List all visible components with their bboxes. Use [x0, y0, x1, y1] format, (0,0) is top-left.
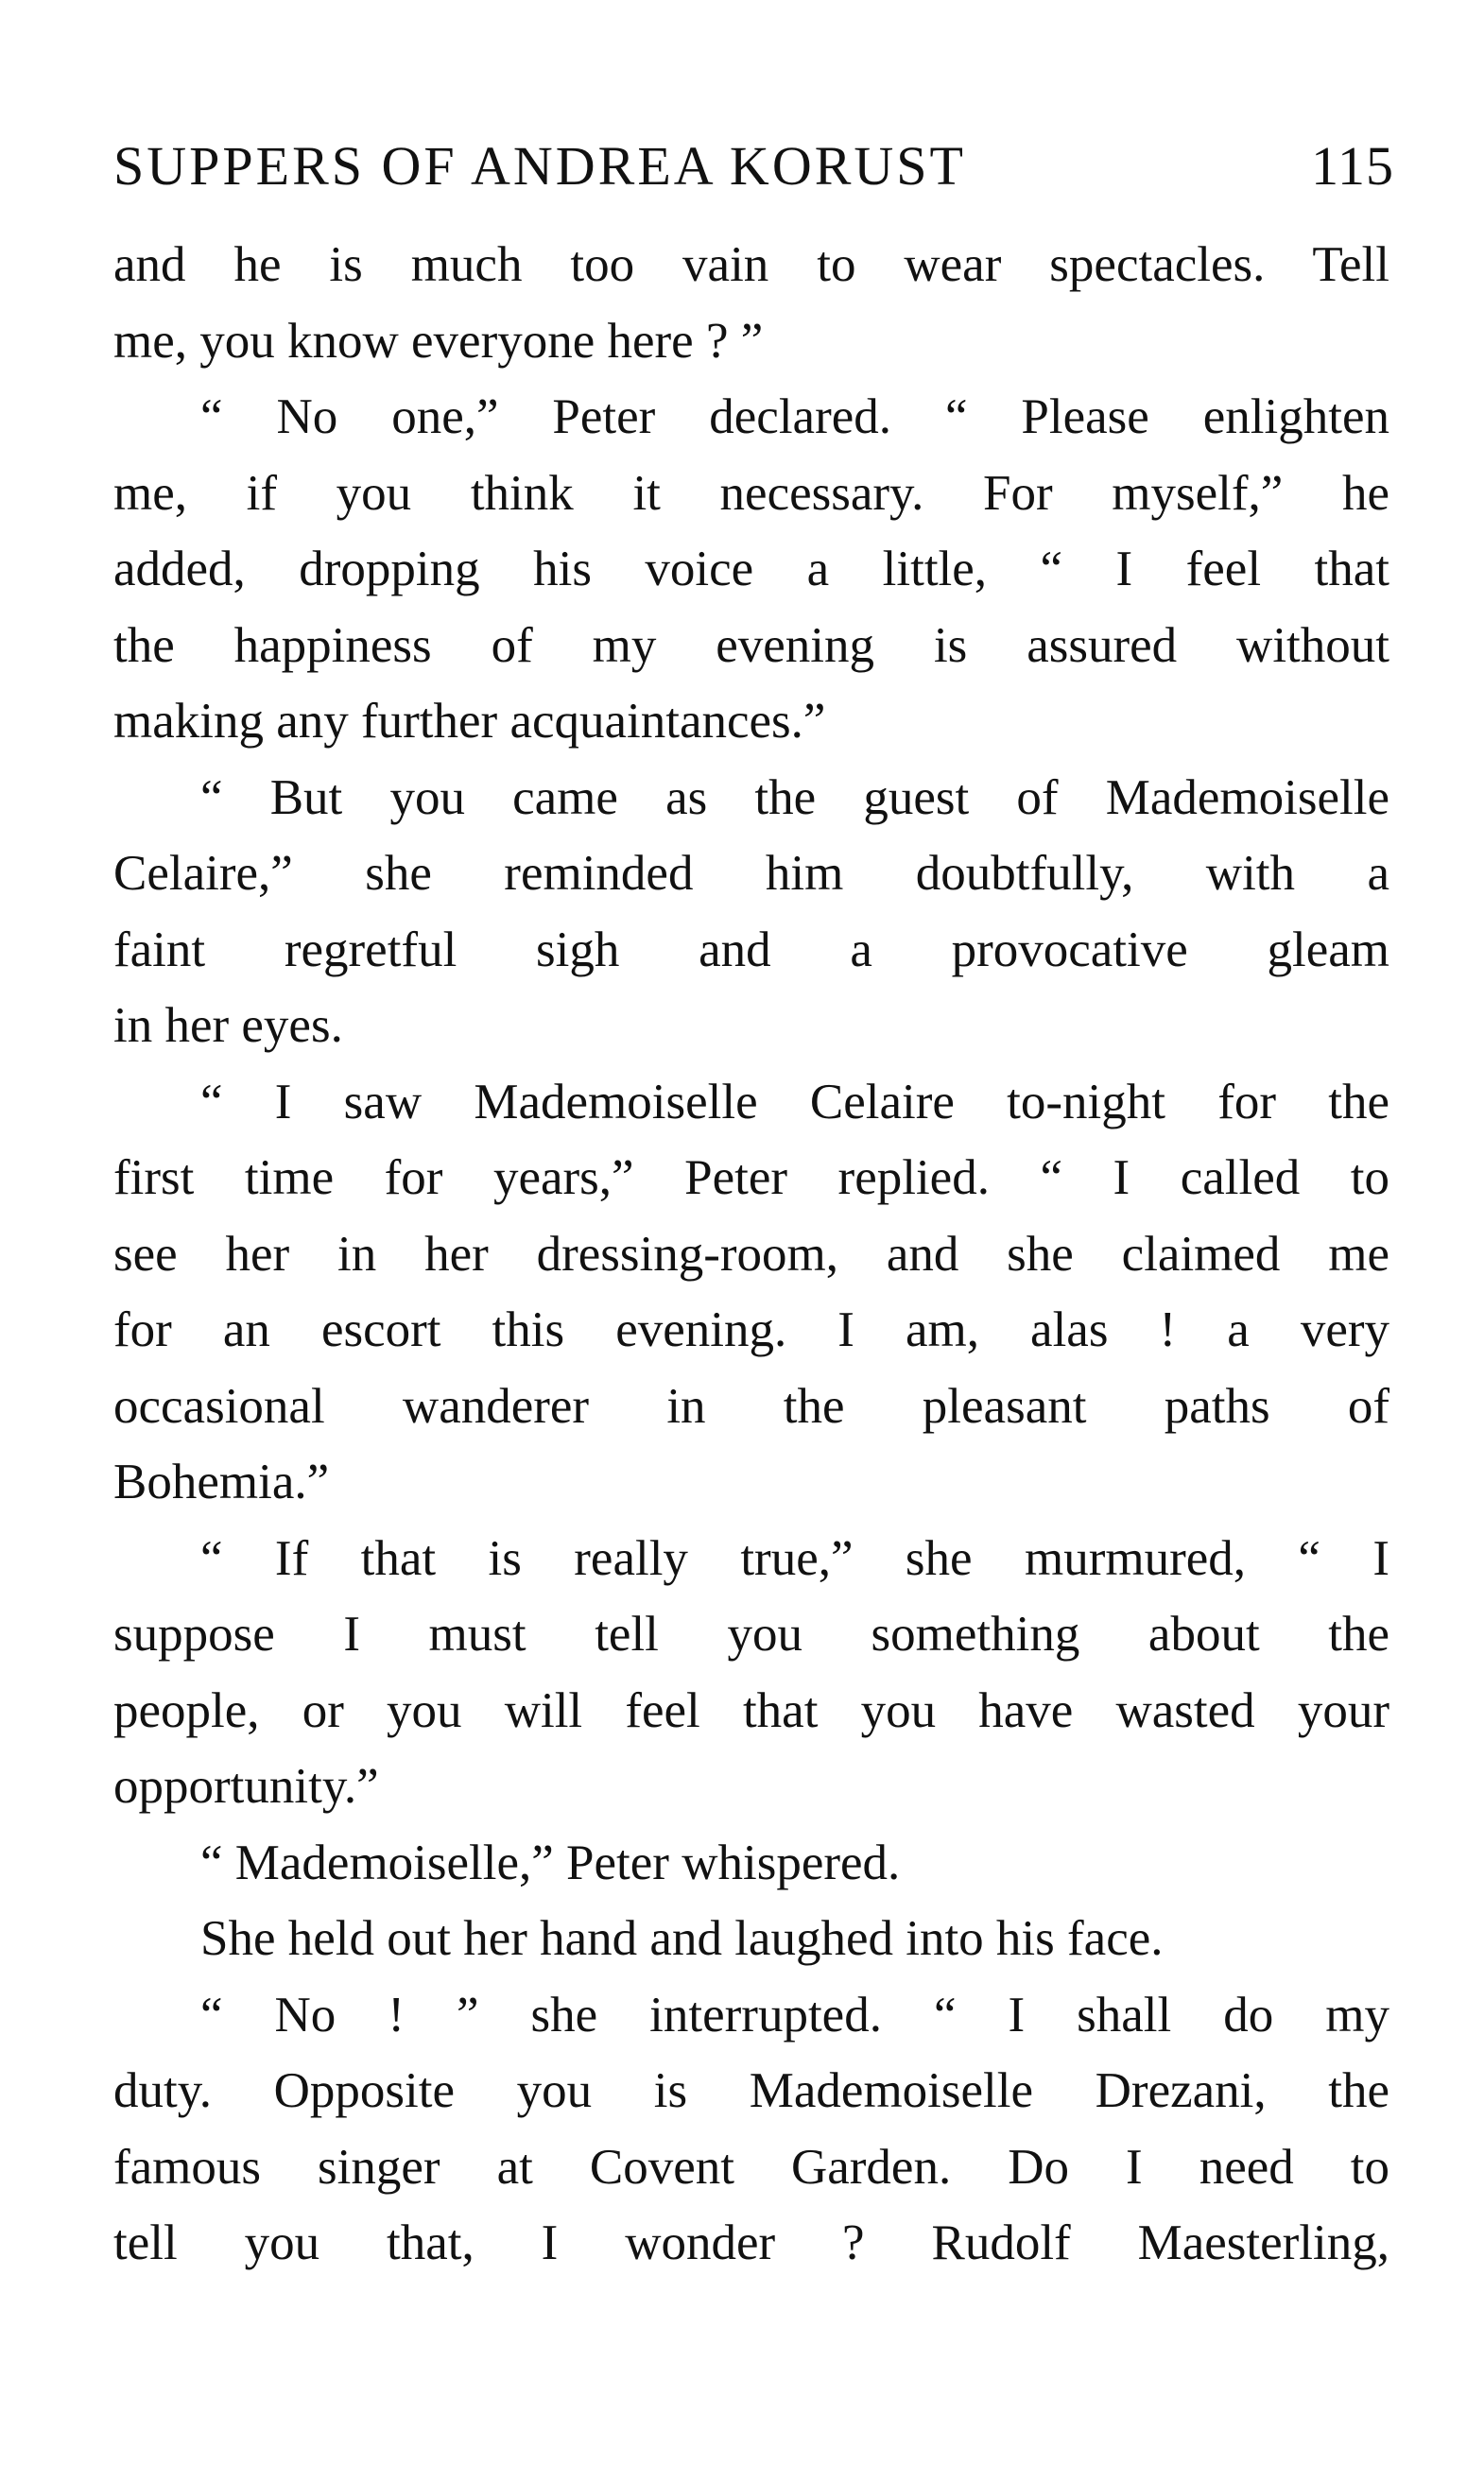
text-line-22: “ Mademoiselle,” Peter whispered.	[200, 1835, 901, 1890]
text-line-27: tell you that, I wonder ? Rudolf Maesterling,	[113, 2215, 1389, 2270]
text-line-11: in her eyes.	[113, 998, 343, 1053]
text-line-6: the happiness of my evening is assured without	[113, 617, 1389, 673]
text-line-18: “ If that is really true,” she murmured, “ I	[200, 1530, 1389, 1586]
text-line-24: “ No ! ” she interrupted. “ I shall do my	[200, 1987, 1389, 2043]
text-line-15: for an escort this evening. I am, alas ! a very	[113, 1302, 1389, 1357]
text-line-1: and he is much too vain to wear spectacles. Tell	[113, 237, 1389, 292]
text-line-14: see her in her dressing-room, and she claimed me	[113, 1226, 1389, 1282]
text-line-13: first time for years,” Peter replied. “ I called to	[113, 1150, 1389, 1205]
page-number: 115	[1311, 135, 1394, 197]
text-line-17: Bohemia.”	[113, 1455, 330, 1509]
text-line-5: added, dropping his voice a little, “ I feel that	[113, 542, 1389, 596]
text-line-10: faint regretful sigh and a provocative gleam	[113, 922, 1389, 977]
text-line-25: duty. Opposite you is Mademoiselle Drezani, the	[113, 2063, 1389, 2118]
running-head-title: SUPPERS OF ANDREA KORUST	[113, 135, 966, 197]
text-line-4: me, if you think it necessary. For myself,” he	[113, 465, 1389, 521]
text-line-21: opportunity.”	[113, 1759, 379, 1814]
text-line-7: making any further acquaintances.”	[113, 694, 826, 749]
text-line-3: “ No one,” Peter declared. “ Please enlighten	[200, 389, 1389, 444]
text-line-9: Celaire,” she reminded him doubtfully, with a	[113, 846, 1389, 901]
text-line-23: She held out her hand and laughed into his face.	[200, 1911, 1164, 1966]
text-line-2: me, you know everyone here ? ”	[113, 313, 764, 369]
body-text	[113, 227, 1389, 2282]
text-line-8: “ But you came as the guest of Mademoiselle	[200, 769, 1389, 825]
running-head	[113, 132, 1394, 200]
text-line-19: suppose I must tell you something about the	[113, 1607, 1389, 1662]
text-line-12: “ I saw Mademoiselle Celaire to-night for the	[200, 1074, 1389, 1129]
text-line-26: famous singer at Covent Garden. Do I need to	[113, 2139, 1389, 2195]
text-line-20: people, or you will feel that you have wasted your	[113, 1682, 1389, 1738]
text-line-16: occasional wanderer in the pleasant paths of	[113, 1378, 1389, 1434]
